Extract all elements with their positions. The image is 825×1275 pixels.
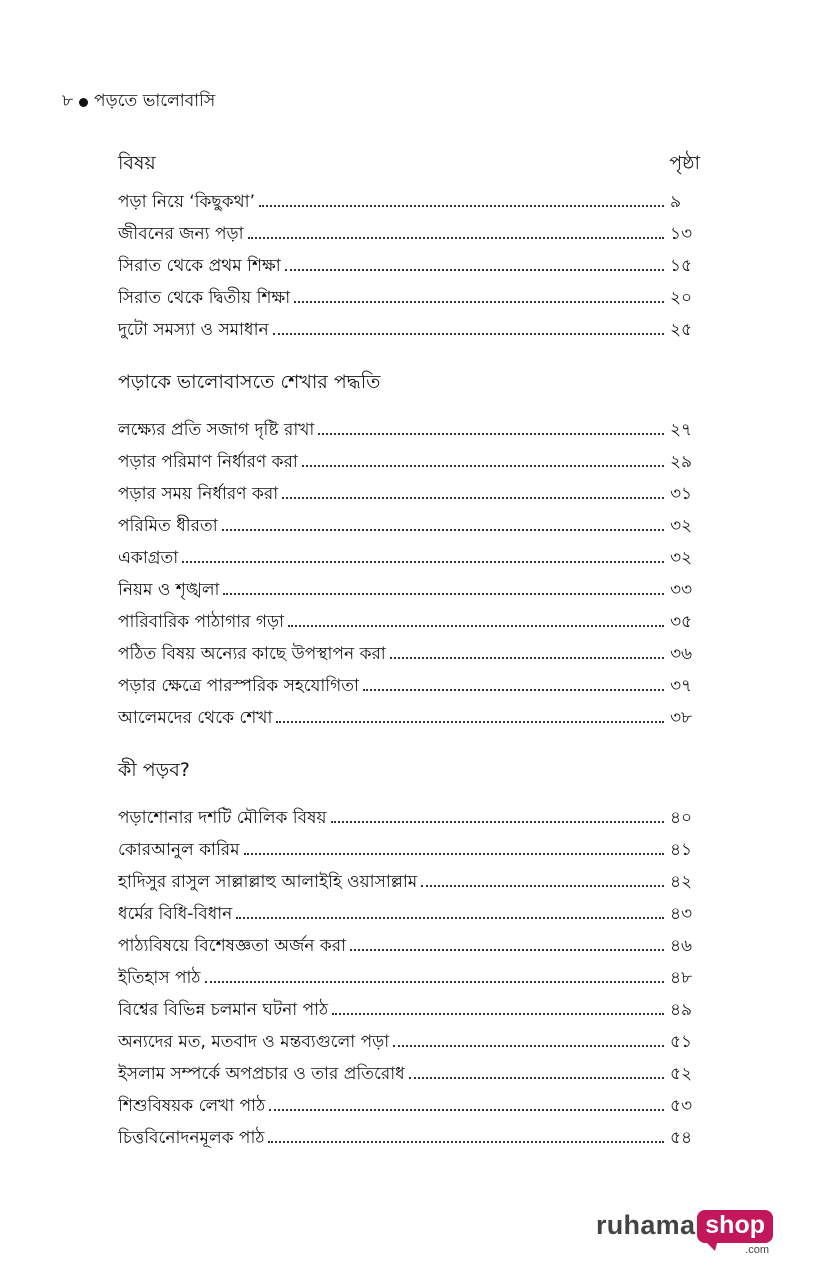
toc-entry-title: আলেমদের থেকে শেখা [118,708,273,728]
toc-entry-page: ৩৮ [670,708,693,728]
toc-entry-title: পড়ার সময় নির্ধারণ করা [118,484,279,504]
dot-leader [273,333,664,335]
toc-entry [118,997,700,1029]
toc-entry-page: ২৭ [670,420,693,440]
dot-leader [205,981,664,983]
dot-leader [236,917,664,919]
toc-entry-page: ৩২ [670,516,693,536]
toc-entry [118,901,700,933]
toc-entry-page: ৫৪ [670,1128,693,1148]
toc-entry-title: সিরাত থেকে দ্বিতীয় শিক্ষা [118,288,291,308]
toc-entry-title: একাগ্রতা [118,548,179,568]
toc-entry-page: ৩২ [670,548,693,568]
dot-leader [363,689,664,691]
toc-entry-title: হাদিসুর রাসুল সাল্লাল্লাহু আলাইহি ওয়াসাল্লাম [118,872,418,892]
toc-entry-page: ৩৩ [670,580,693,600]
bullet-icon [79,98,88,107]
toc-group-intro [118,189,700,349]
logo-domain-suffix: .com [745,1244,769,1256]
toc-entry-title: পড়ার পরিমাণ নির্ধারণ করা [118,452,298,472]
dot-leader [244,853,664,855]
toc-group-what-to-read [118,805,700,1157]
toc-entry-title: জীবনের জন্য পড়া [118,224,244,244]
dot-leader [332,1013,664,1015]
toc-entry [118,705,700,737]
toc-entry-title: পাঠ্যবিষয়ে বিশেষজ্ঞতা অর্জন করা [118,936,347,956]
toc-entry-page: ২৯ [670,452,693,472]
dot-leader [248,237,664,239]
toc-entry [118,869,700,901]
dot-leader [421,885,664,887]
toc-entry-title: ইতিহাস পাঠ [118,968,201,988]
toc-entry-page: ১৫ [670,256,693,276]
toc-group-methods [118,417,700,737]
toc-entry-page: ২৫ [670,320,693,340]
toc-entry-title: কোরআনুল কারিম [118,840,240,860]
dot-leader [390,657,664,659]
toc-entry [118,577,700,609]
toc-entry [118,1093,700,1125]
toc-entry [118,449,700,481]
toc-entry-page: ৩১ [670,484,693,504]
toc-entry-title: পড়া নিয়ে ‘কিছুকথা’ [118,192,255,212]
toc-entry-title: ধর্মের বিধি-বিধান [118,904,233,924]
toc-entry [118,1125,700,1157]
toc-entry-page: ৪৬ [670,936,693,956]
toc-header [118,143,700,181]
toc-entry-title: দুটো সমস্যা ও সমাধান [118,320,269,340]
toc-entry [118,673,700,705]
dot-leader [282,497,664,499]
toc-entry-page: ২০ [670,288,693,308]
dot-leader [288,625,664,627]
toc-entry [118,285,700,317]
toc-entry-page: ৪০ [670,808,693,828]
toc-entry [118,641,700,673]
dot-leader [222,529,664,531]
dot-leader [268,1141,664,1143]
dot-leader [409,1077,664,1079]
toc-entry-page: ৪২ [670,872,693,892]
toc-entry-page: ১৩ [670,224,693,244]
toc-entry-title: পরিমিত ধীরতা [118,516,218,536]
logo-shop-text: shop [705,1211,765,1239]
table-of-contents [118,143,700,1157]
toc-entry [118,417,700,449]
toc-entry-page: ৪১ [670,840,693,860]
toc-entry-page: ৪৮ [670,968,693,988]
toc-entry [118,1061,700,1093]
toc-entry [118,965,700,997]
toc-entry [118,933,700,965]
running-head [62,88,215,116]
toc-entry-title: পারিবারিক পাঠাগার গড়া [118,612,285,632]
toc-entry [118,189,700,221]
toc-entry [118,545,700,577]
toc-entry-page: ৪৯ [670,1000,693,1020]
section-title-what-to-read: কী পড়ব? [118,759,190,781]
dot-leader [318,433,664,435]
dot-leader [259,205,664,207]
toc-entry-title: ইসলাম সম্পর্কে অপপ্রচার ও তার প্রতিরোধ [118,1064,405,1084]
toc-entry-page: ৩৭ [670,676,693,696]
toc-entry [118,481,700,513]
toc-entry-title: পড়ার ক্ষেত্রে পারস্পরিক সহযোগিতা [118,676,359,696]
toc-entry-page: ৪৩ [670,904,693,924]
ruhamashop-logo [595,1210,773,1256]
dot-leader [182,561,664,563]
dot-leader [269,1109,664,1111]
toc-entry [118,1029,700,1061]
toc-entry-title: সিরাত থেকে প্রথম শিক্ষা [118,256,281,276]
toc-entry [118,837,700,869]
toc-entry-title: নিয়ম ও শৃঙ্খলা [118,580,220,600]
toc-page-heading: পৃষ্ঠা [669,152,700,174]
toc-entry [118,317,700,349]
toc-entry-page: ৫১ [670,1032,693,1052]
logo-brand-text: ruhama [595,1210,696,1240]
page-number: ৮ [62,91,74,111]
toc-entry-title: পড়াশোনার দশটি মৌলিক বিষয় [118,808,327,828]
toc-entry [118,253,700,285]
toc-entry [118,513,700,545]
toc-entry-title: চিত্তবিনোদনমূলক পাঠ [118,1128,265,1148]
logo-shop-badge [697,1210,773,1243]
toc-entry-title: শিশুবিষয়ক লেখা পাঠ [118,1096,266,1116]
toc-entry-page: ৯ [670,192,682,212]
toc-entry-page: ৩৫ [670,612,693,632]
toc-entry [118,221,700,253]
dot-leader [276,721,664,723]
dot-leader [285,269,664,271]
dot-leader [393,1045,664,1047]
toc-subject-heading: বিষয় [118,152,156,174]
toc-entry-title: লক্ষ্যের প্রতি সজাগ দৃষ্টি রাখা [118,420,315,440]
toc-entry [118,609,700,641]
dot-leader [294,301,664,303]
toc-entry-page: ৫২ [670,1064,693,1084]
dot-leader [331,821,664,823]
toc-entry-page: ৩৬ [670,644,693,664]
toc-entry-page: ৫৩ [670,1096,693,1116]
book-title: পড়তে ভালোবাসি [94,91,216,111]
dot-leader [350,949,664,951]
toc-entry-title: পঠিত বিষয় অন্যের কাছে উপস্থাপন করা [118,644,386,664]
toc-entry [118,805,700,837]
dot-leader [302,465,664,467]
dot-leader [223,593,664,595]
toc-entry-title: বিশ্বের বিভিন্ন চলমান ঘটনা পাঠ [118,1000,329,1020]
toc-entry-title: অন্যদের মত, মতবাদ ও মন্তব্যগুলো পড়া [118,1032,390,1052]
section-title-methods: পড়াকে ভালোবাসতে শেখার পদ্ধতি [118,371,381,393]
